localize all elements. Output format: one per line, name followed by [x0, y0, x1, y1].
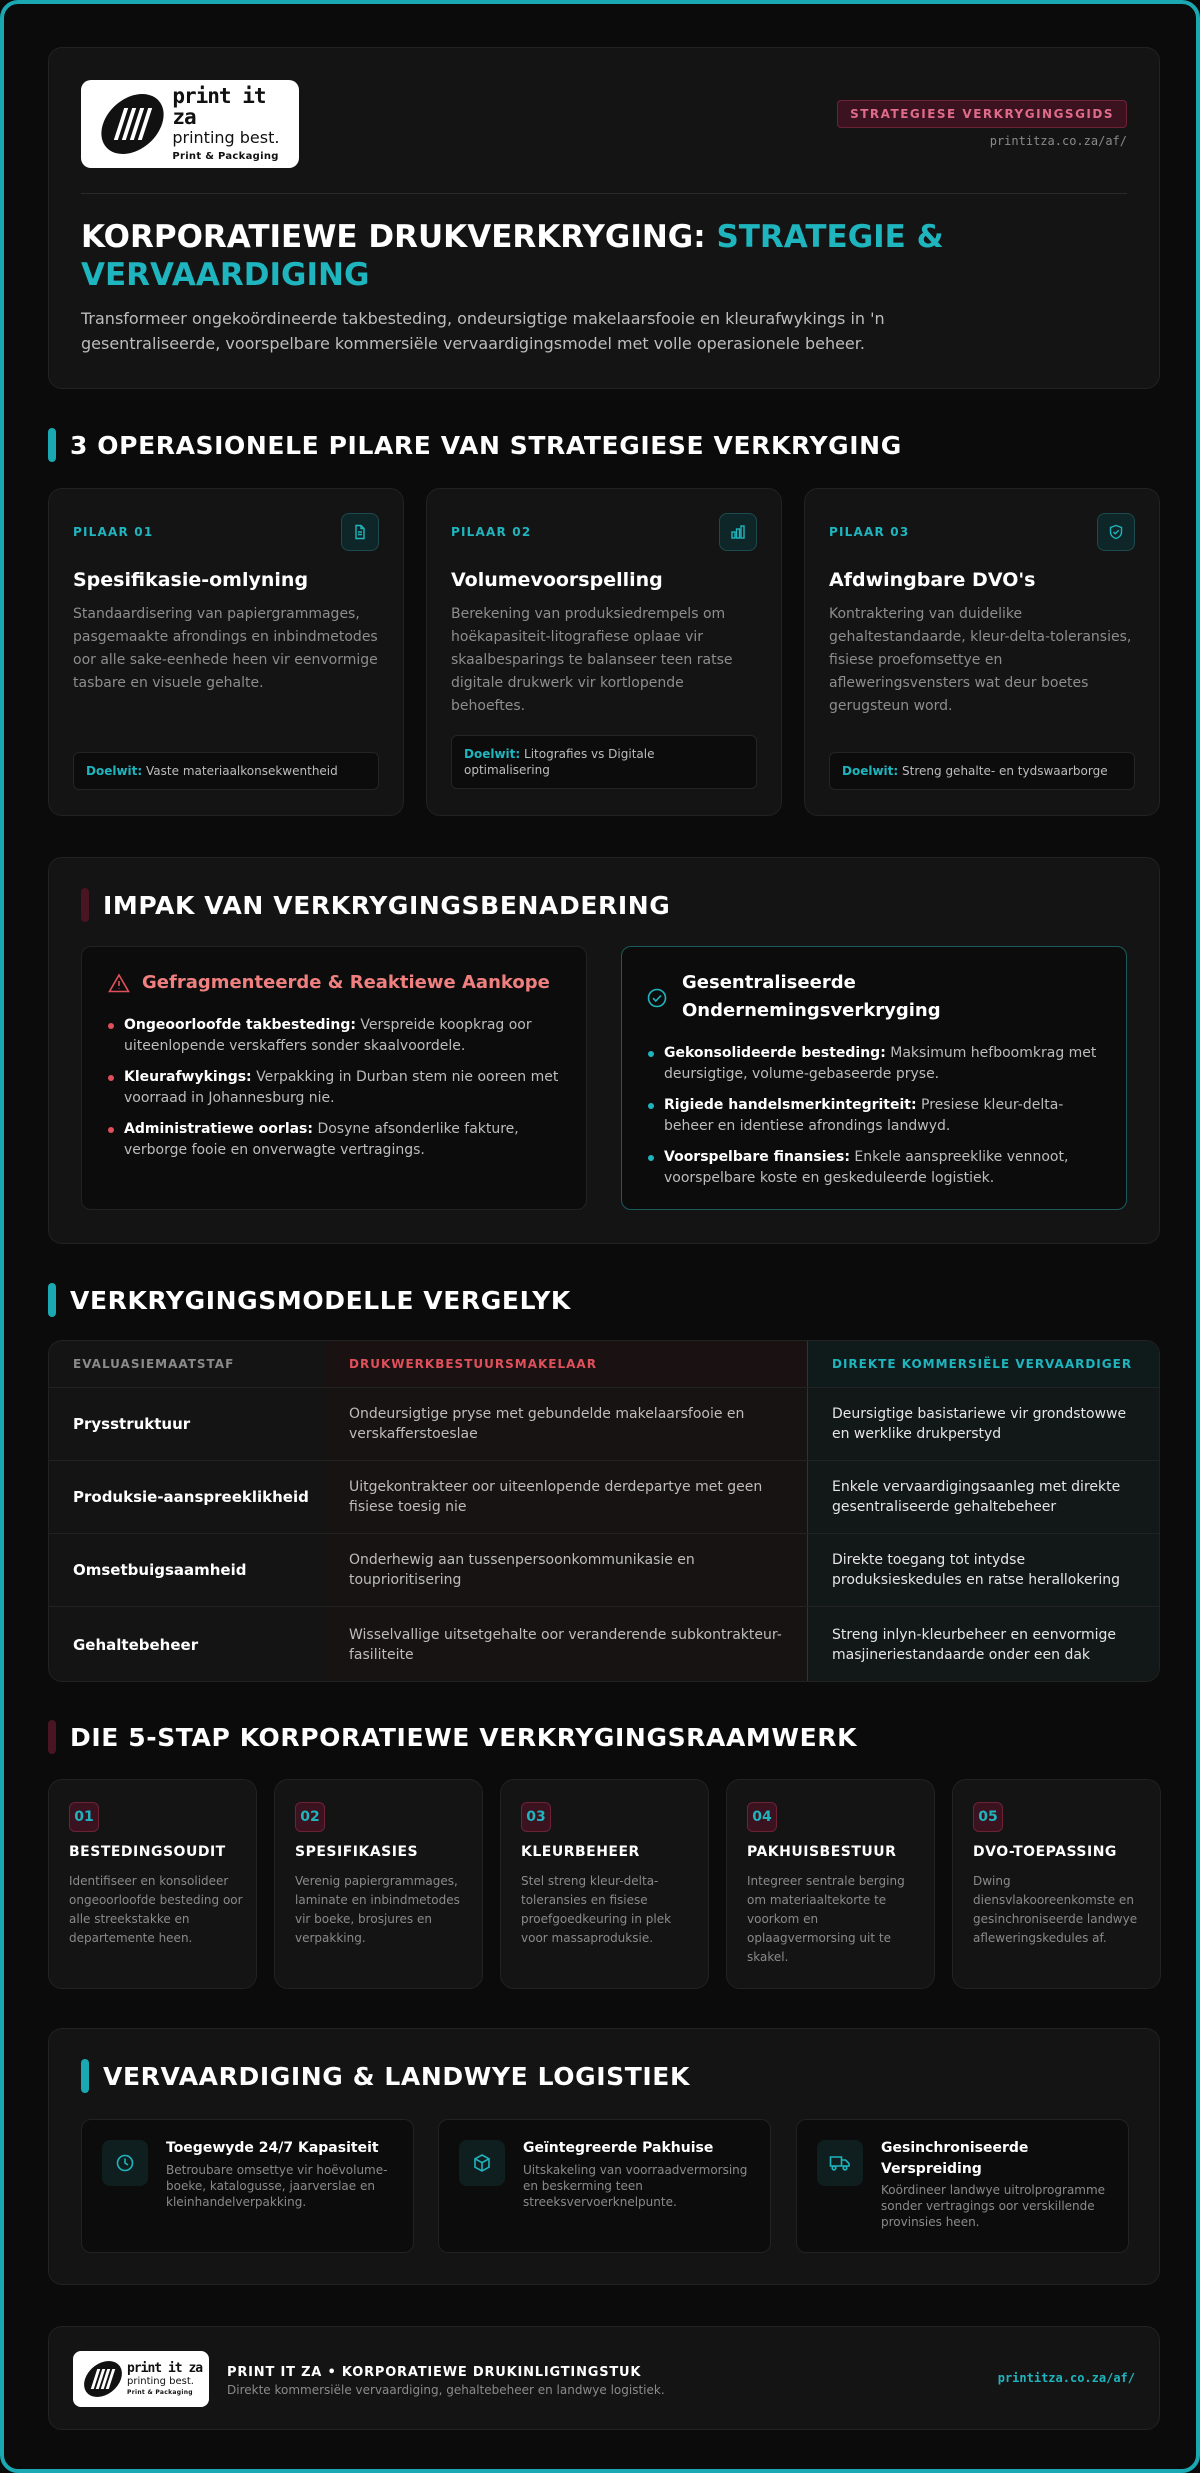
- logo-name: print it za: [127, 2361, 203, 2376]
- document-icon: [341, 513, 379, 551]
- step-title: PAKHUISBESTUUR: [747, 1844, 897, 1860]
- list-item: [106, 1015, 566, 1057]
- logo-tagline: printing best.: [172, 128, 280, 147]
- header-url[interactable]: printitza.co.za/af/: [989, 134, 1127, 148]
- centralized-column: [621, 946, 1127, 1210]
- box-text: Betroubare omsettye vir hoëvolume-boeke, katalogusse, jaarverslae en kleinhandelverpakking.: [166, 2163, 388, 2209]
- page-title: [81, 218, 981, 294]
- logo-stripes-icon: [93, 94, 172, 154]
- step-card-4: [726, 1779, 935, 1989]
- centralized-title: Gesentraliseerde Ondernemingsverkryging: [682, 972, 941, 1021]
- list-item: [106, 1067, 566, 1109]
- header-divider: [81, 193, 1127, 194]
- column-header: EVALUASIEMAATSTAF: [73, 1357, 235, 1371]
- row-metric: Omsetbuigsaamheid: [73, 1561, 247, 1579]
- box-icon: [459, 2140, 505, 2186]
- fragmented-title: Gefragmenteerde & Reaktiewe Aankope: [142, 972, 550, 993]
- direct-cell: Enkele vervaardigingsaanleg met direkte gesentraliseerde gehaltebeheer: [807, 1461, 1160, 1533]
- step-number: 01: [69, 1802, 99, 1832]
- impact-title: IMPAK VAN VERKRYGINGSBENADERING: [103, 890, 671, 920]
- footer-desc: Direkte kommersiële vervaardiging, gehaltebeheer en landwye logistiek.: [227, 2383, 665, 2397]
- table-row: [49, 1606, 1160, 1682]
- pillar-text: Kontraktering van duidelike gehaltestandaarde, kleur-delta-toleransies, fisiese proefomsettye en afleweringsvensters wat deur boetes gerugsteun word.: [829, 606, 1132, 714]
- heading-bar: [81, 2059, 89, 2093]
- broker-cell: Onderhewig aan tussenpersoonkommunikasie en touprioritisering: [325, 1534, 807, 1606]
- header-card: [48, 47, 1160, 389]
- manufacturing-title: VERVAARDIGING & LANDWYE LOGISTIEK: [103, 2061, 690, 2091]
- item-text: Verpakking in Durban stem nie ooreen met voorraad in Johannesburg nie.: [124, 1069, 559, 1106]
- step-card-5: [952, 1779, 1161, 1989]
- item-bold: Gekonsolideerde besteding:: [664, 1045, 886, 1061]
- pillar-goal: [451, 735, 757, 789]
- pillar-card-1: [48, 488, 404, 816]
- step-title: KLEURBEHEER: [521, 1844, 640, 1860]
- logo-name: print it za: [172, 84, 266, 129]
- step-title: DVO-TOEPASSING: [973, 1844, 1117, 1860]
- column-header: DRUKWERKBESTUURSMAKELAAR: [325, 1341, 807, 1387]
- item-bold: Kleurafwykings:: [124, 1069, 252, 1085]
- logo-tagline: printing best.: [127, 2376, 194, 2387]
- pillar-title: Afdwingbare DVO's: [829, 569, 1036, 591]
- direct-cell: Deursigtige basistariewe vir grondstowwe en werklike drukperstyd: [807, 1388, 1160, 1460]
- pillar-label: PILAAR 03: [829, 525, 910, 539]
- list-item: [646, 1095, 1106, 1137]
- goal-text: Vaste materiaalkonsekwentheid: [146, 764, 338, 778]
- step-title: SPESIFIKASIES: [295, 1844, 419, 1860]
- logo-stripes-icon: [79, 2361, 127, 2397]
- list-item: [646, 1147, 1106, 1189]
- box-title: Toegewyde 24/7 Kapasiteit: [166, 2140, 379, 2156]
- step-title: BESTEDINGSOUDIT: [69, 1844, 226, 1860]
- step-card-1: [48, 1779, 257, 1989]
- step-text: Identifiseer en konsolideer ongeoorloofde besteding oor alle streekstakke en departemente heen.: [69, 1874, 243, 1945]
- footer-url[interactable]: printitza.co.za/af/: [997, 2371, 1135, 2385]
- box-text: Koördineer landwye uitrolprogramme sonder vertragings oor verskillende provinsies heen.: [881, 2183, 1106, 2229]
- goal-text: Litografies vs Digitale optimalisering: [464, 747, 655, 777]
- goal-label: Doelwit:: [464, 747, 521, 761]
- centralized-list: [646, 1043, 1106, 1199]
- footer-logo[interactable]: [73, 2351, 209, 2407]
- manufacturing-card: [48, 2028, 1160, 2285]
- framework-title: DIE 5-STAP KORPORATIEWE VERKRYGINGSRAAMWERK: [70, 1722, 858, 1752]
- item-text: Verspreide koopkrag oor uiteenlopende verskaffers sonder skaalvoordele.: [124, 1017, 532, 1054]
- comparison-table: [48, 1340, 1160, 1682]
- truck-icon: [817, 2140, 863, 2186]
- heading-bar: [81, 888, 89, 922]
- step-card-2: [274, 1779, 483, 1989]
- heading-bar: [48, 1720, 56, 1754]
- direct-cell: Streng inlyn-kleurbeheer en eenvormige masjineriestandaarde onder een dak: [807, 1607, 1160, 1682]
- logo-sub: Print & Packaging: [172, 151, 279, 162]
- framework-heading: [48, 1720, 857, 1754]
- manufacturing-heading: [81, 2059, 690, 2093]
- shield-check-icon: [1097, 513, 1135, 551]
- warning-icon: [108, 973, 130, 997]
- check-circle-icon: [646, 987, 668, 1013]
- broker-cell: Ondeursigtige pryse met gebundelde makelaarsfooie en verskafferstoeslae: [325, 1388, 807, 1460]
- footer-name: PRINT IT ZA • KORPORATIEWE DRUKINLIGTINGSTUK: [227, 2365, 642, 2380]
- item-text: Dosyne afsonderlike fakture, verborge fooie en onverwagte vertragings.: [124, 1121, 519, 1158]
- row-metric: Produksie-aanspreeklikheid: [73, 1488, 309, 1506]
- table-row: [49, 1533, 1160, 1606]
- item-bold: Ongeoorloofde takbesteding:: [124, 1017, 356, 1033]
- heading-bar: [48, 428, 56, 462]
- row-metric: Prysstruktuur: [73, 1415, 191, 1433]
- list-item: [106, 1119, 566, 1161]
- item-text: Maksimum hefboomkrag met deursigtige, volume-gebaseerde pryse.: [664, 1045, 1097, 1082]
- table-row: [49, 1460, 1160, 1533]
- pillars-heading: [48, 428, 902, 462]
- impact-heading: [81, 888, 670, 922]
- step-text: Verenig papiergrammages, laminate en inbindmetodes vir boeke, brosjures en verpakking.: [295, 1874, 460, 1945]
- title-main: KORPORATIEWE DRUKVERKRYGING:: [81, 219, 717, 255]
- title-accent: STRATEGIE & VERVAARDIGING: [81, 219, 944, 293]
- pillar-text: Berekening van produksiedrempels om hoëkapasiteit-litografiese oplaae vir skaalbesparings te balanseer teen ratse digitale drukwerk vir kortlopende behoeftes.: [451, 606, 733, 714]
- capacity-box: [81, 2119, 414, 2253]
- compare-heading: [48, 1283, 571, 1317]
- table-header: [49, 1341, 1160, 1387]
- fragmented-list: [106, 1015, 566, 1171]
- step-number: 03: [521, 1802, 551, 1832]
- table-row: [49, 1387, 1160, 1460]
- item-bold: Voorspelbare finansies:: [664, 1149, 850, 1165]
- pillar-goal: [73, 752, 379, 790]
- pillar-card-3: [804, 488, 1160, 816]
- goal-label: Doelwit:: [86, 764, 143, 778]
- pillar-title: Spesifikasie-omlyning: [73, 569, 309, 591]
- step-card-3: [500, 1779, 709, 1989]
- pillar-text: Standaardisering van papiergrammages, pasgemaakte afrondings en inbindmetodes oor alle sake-eenhede heen vir eenvormige tasbare en visuele gehalte.: [73, 606, 378, 691]
- heading-bar: [48, 1283, 56, 1317]
- page-lede: Transformeer ongekoördineerde takbesteding, ondeursigtige makelaarsfooie en kleurafwykings in 'n gesentraliseerde, voorspelbare kommersiële vervaardigingsmodel met volle operasionele beheer.: [81, 309, 885, 353]
- item-text: Enkele aanspreeklike vennoot, voorspelbare koste en geskeduleerde logistiek.: [664, 1149, 1069, 1186]
- fragmented-column: [81, 946, 587, 1210]
- column-header: DIREKTE KOMMERSIËLE VERVAARDIGER: [807, 1341, 1160, 1387]
- goal-label: Doelwit:: [842, 764, 899, 778]
- bar-chart-icon: [719, 513, 757, 551]
- pillar-goal: [829, 752, 1135, 790]
- pillar-label: PILAAR 01: [73, 525, 154, 539]
- guide-badge: STRATEGIESE VERKRYGINGSGIDS: [837, 100, 1127, 128]
- step-text: Dwing diensvlakooreenkomste en gesinchroniseerde landwye afleweringskedules af.: [973, 1874, 1138, 1945]
- goal-text: Streng gehalte- en tydswaarborge: [902, 764, 1108, 778]
- warehouse-box: [438, 2119, 771, 2253]
- pillar-title: Volumevoorspelling: [451, 569, 663, 591]
- item-bold: Administratiewe oorlas:: [124, 1121, 313, 1137]
- step-text: Stel streng kleur-delta-toleransies en fisiese proefgoedkeuring in plek voor massaproduksie.: [521, 1874, 672, 1945]
- box-text: Uitskakeling van voorraadvermorsing en beskerming teen streeksvervoerknelpunte.: [523, 2163, 748, 2209]
- row-metric: Gehaltebeheer: [73, 1636, 199, 1654]
- direct-cell: Direkte toegang tot intydse produksieskedules en ratse herallokering: [807, 1534, 1160, 1606]
- distribution-box: [796, 2119, 1129, 2253]
- step-number: 04: [747, 1802, 777, 1832]
- pillars-title: 3 OPERASIONELE PILARE VAN STRATEGIESE VERKRYGING: [70, 430, 902, 460]
- item-bold: Rigiede handelsmerkintegriteit:: [664, 1097, 917, 1113]
- clock-icon: [102, 2140, 148, 2186]
- compare-title: VERKRYGINGSMODELLE VERGELYK: [70, 1285, 571, 1315]
- broker-cell: Uitgekontrakteer oor uiteenlopende derdepartye met geen fisiese toesig nie: [325, 1461, 807, 1533]
- broker-cell: Wisselvallige uitsetgehalte oor veranderende subkontrakteur-fasiliteite: [325, 1607, 807, 1682]
- step-number: 02: [295, 1802, 325, 1832]
- logo-sub: Print & Packaging: [127, 2389, 193, 2396]
- step-text: Integreer sentrale berging om materiaaltekorte te voorkom en oplaagvermorsing uit te skakel.: [747, 1874, 905, 1964]
- item-text: Presiese kleur-delta-beheer en identiese afrondings landwyd.: [664, 1097, 1064, 1134]
- box-title: Geïntegreerde Pakhuise: [523, 2140, 714, 2156]
- pillar-card-2: [426, 488, 782, 816]
- brand-logo[interactable]: [81, 80, 299, 168]
- step-number: 05: [973, 1802, 1003, 1832]
- list-item: [646, 1043, 1106, 1085]
- impact-card: [48, 857, 1160, 1244]
- box-title: Gesinchroniseerde Verspreiding: [881, 2140, 1029, 2177]
- footer-card: [48, 2326, 1160, 2430]
- pillar-label: PILAAR 02: [451, 525, 532, 539]
